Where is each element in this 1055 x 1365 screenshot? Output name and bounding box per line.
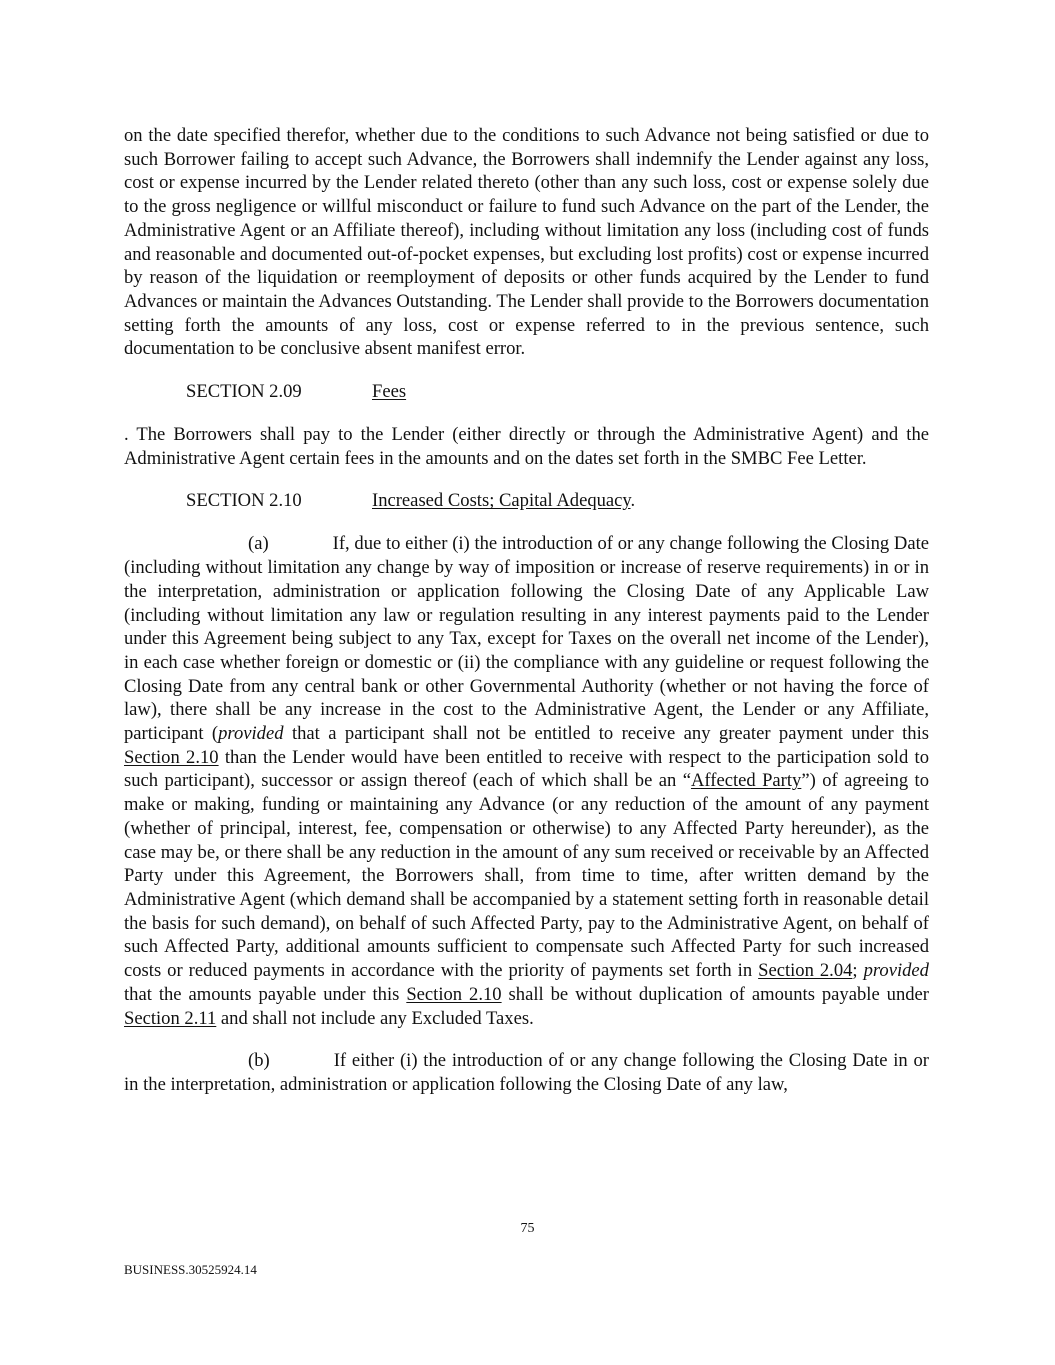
paragraph-text: ”) of agreeing to make or making, funding or maintaining any Advance (or any reduction of the amount of any payment (whether of principal, interest, fee, compensation or otherwise) to any Affected Party hereunder), as the case may be, or there shall be any reduction in the amount of any sum received or receivable by an Affected Party under this Agreement, the Borrowers shall, from time to time, after written demand by the Administrative Agent (which demand shall be accompanied by a statement setting forth in reasonable detail the basis for such demand), on behalf of such Affected Party, pay to the Administrative Agent, on behalf of such Affected Party, additional amounts sufficient to compensate such Affected Party for such increased costs or reduced payments in accordance with the priority of payments set forth in [124, 770, 930, 982]
provided-term: provided [863, 960, 929, 982]
paragraph-text: that the amounts payable under this [124, 983, 407, 1005]
section-number: SECTION 2.10 [186, 490, 302, 512]
document-page [124, 124, 929, 1097]
section-number: SECTION 2.09 [186, 381, 302, 403]
section-2-10-heading [124, 489, 929, 513]
paragraph-text: shall be without duplication of amounts payable under [501, 983, 929, 1005]
paragraph-text: ; [852, 960, 864, 982]
section-reference: Section 2.11 [124, 1007, 217, 1029]
paragraph-text: that a participant shall not be entitled to receive any greater payment under this [283, 723, 929, 745]
section-reference: Section 2.10 [124, 746, 219, 768]
intro-paragraph: on the date specified therefor, whether due to the conditions to such Advance not being satisfied or due to such Borrower failing to accept such Advance, the Borrowers shall indemnify the Lender against any loss, cost or expense incurred by the Lender related thereto (other than any such loss, cost or expense solely due to the gross negligence or willful misconduct or failure to fund such Advance on the part of the Lender, the Administrative Agent or an Affiliate thereof), including without limitation any loss (including cost of funds and reasonable and documented out-of-pocket expenses, but excluding lost profits) cost or expense incurred by reason of the liquidation or reemployment of deposits or other funds acquired by the Lender to fund Advances or maintain the Advances Outstanding. The Lender shall provide to the Borrowers documentation setting forth the amounts of any loss, cost or expense referred to in the previous sentence, such documentation to be conclusive absent manifest error. [124, 125, 929, 360]
paragraph-text: and shall not include any Excluded Taxes. [216, 1007, 534, 1029]
section-reference: Section 2.04 [758, 960, 853, 982]
paragraph-text: If either (i) the introduction of or any change following the Closing Date in or in the interpretation, administration or application following the Closing Date of any law, [124, 1050, 929, 1095]
paragraph-label: (a) [248, 533, 269, 555]
paragraph-label: (b) [248, 1050, 270, 1072]
document-footer-id: BUSINESS.30525924.14 [124, 1262, 257, 1277]
paragraph-b [124, 1049, 929, 1096]
section-title: Fees [372, 381, 407, 403]
provided-term: provided [218, 723, 284, 745]
section-2-09-body: . The Borrowers shall pay to the Lender (either directly or through the Administrative Agent) and the Administrative Agent certain fees in the amounts and on the dates set forth in the SMBC Fee Letter. [124, 424, 929, 469]
paragraph-a [124, 532, 929, 1030]
page-number: 75 [520, 1221, 535, 1236]
paragraph-text: than the Lender would have been entitled to receive with respect to the participation sold to such participant), successor or assign thereof (each of which shall be an “ [124, 746, 929, 792]
paragraph-text: If, due to either (i) the introduction of or any change following the Closing Date (including without limitation any change by way of imposition or increase of reserve requirements) in or in the interpretation, administration or application following the Closing Date of any Applicable Law (including without limitation any law or regulation resulting in any interest payments paid to the Lender under this Agreement being subject to any Tax, except for Taxes on the overall net income of the Lender), in each case whether foreign or domestic or (ii) the compliance with any guideline or request following the Closing Date from any central bank or other Governmental Authority (whether or not having the force of law), there shall be any increase in the cost to the Administrative Agent, the Lender or any Affiliate, participant ( [124, 533, 929, 745]
section-title-period: . [630, 490, 636, 512]
section-reference: Section 2.10 [406, 983, 502, 1005]
section-title: Increased Costs; Capital Adequacy [372, 490, 631, 512]
defined-term: Affected Party [690, 770, 802, 792]
section-2-09-heading [124, 380, 929, 404]
